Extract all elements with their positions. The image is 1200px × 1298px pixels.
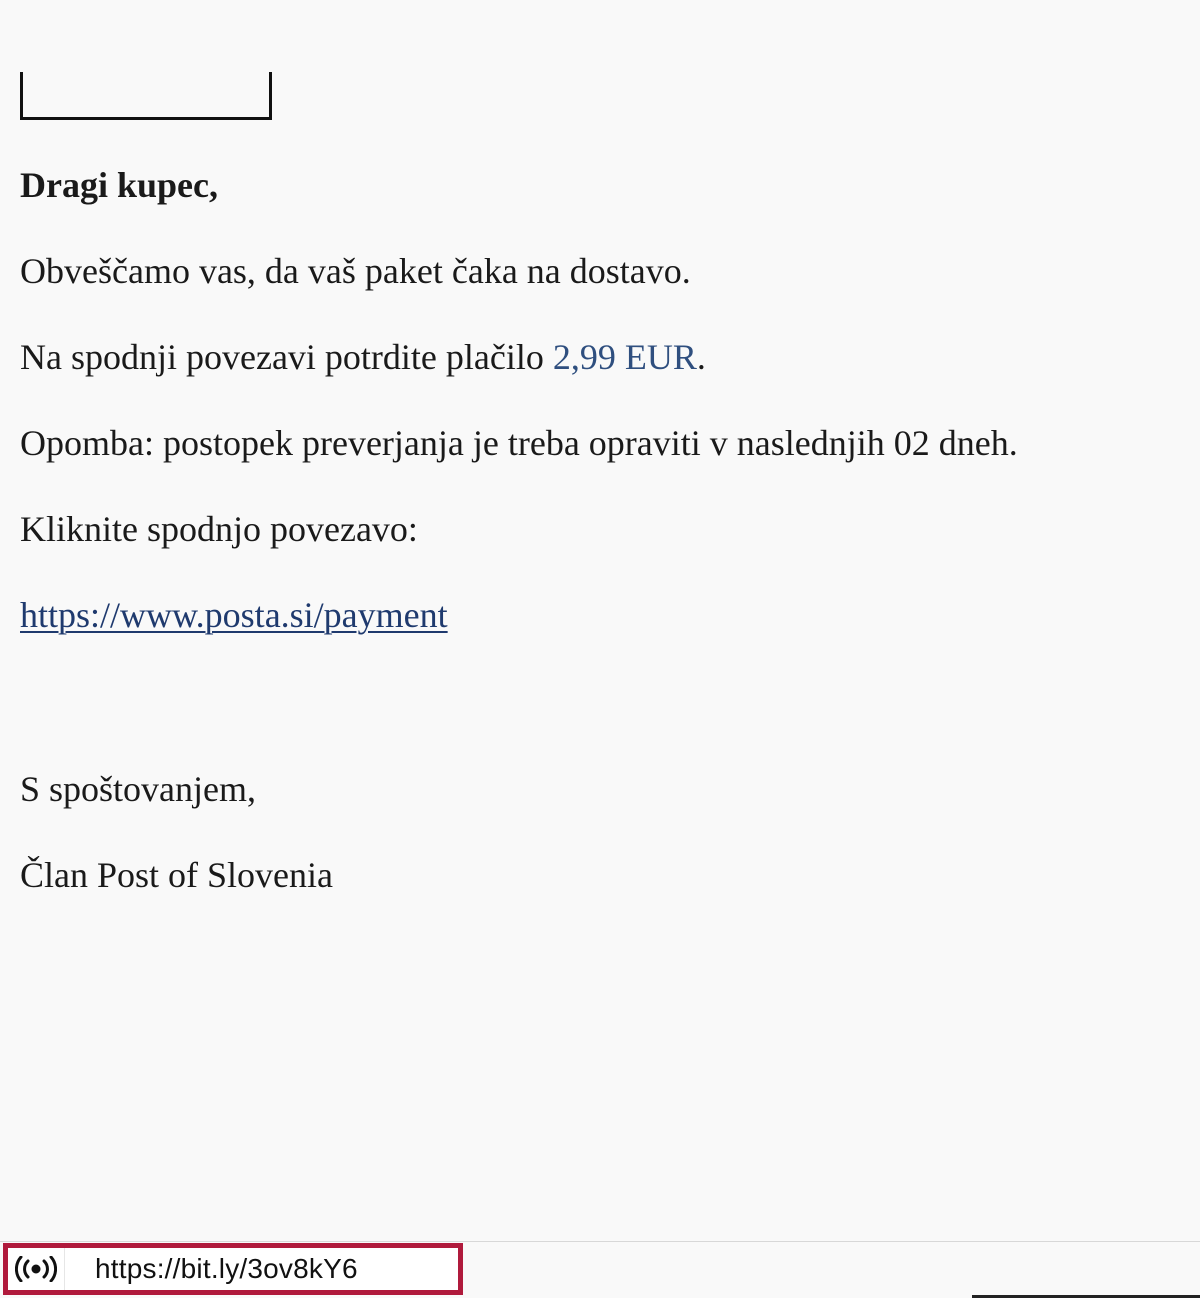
status-bar-url-preview bbox=[3, 1243, 463, 1295]
status-bar-url: https://bit.ly/3ov8kY6 bbox=[95, 1253, 358, 1284]
payment-amount: 2,99 EUR bbox=[552, 337, 697, 377]
signature-text: Član Post of Slovenia bbox=[20, 855, 333, 895]
notice-text: Obveščamo vas, da vaš paket čaka na dostavo. bbox=[20, 251, 691, 291]
closing-text: S spoštovanjem, bbox=[20, 769, 257, 809]
payment-link[interactable]: https://www.posta.si/payment bbox=[20, 595, 448, 635]
logo-placeholder bbox=[20, 72, 272, 120]
payment-text-prefix: Na spodnji povezavi potrdite plačilo bbox=[20, 337, 553, 377]
click-instruction: Kliknite spodnjo povezavo: bbox=[20, 509, 418, 549]
greeting: Dragi kupec, bbox=[20, 165, 218, 205]
status-bar-divider bbox=[0, 1241, 1200, 1242]
payment-text-suffix: . bbox=[696, 337, 706, 377]
payment-link-row bbox=[20, 593, 448, 637]
broadcast-icon bbox=[8, 1248, 65, 1290]
payment-text bbox=[20, 335, 706, 379]
deadline-note: Opomba: postopek preverjanja je treba opraviti v naslednjih 02 dneh. bbox=[20, 423, 1018, 463]
